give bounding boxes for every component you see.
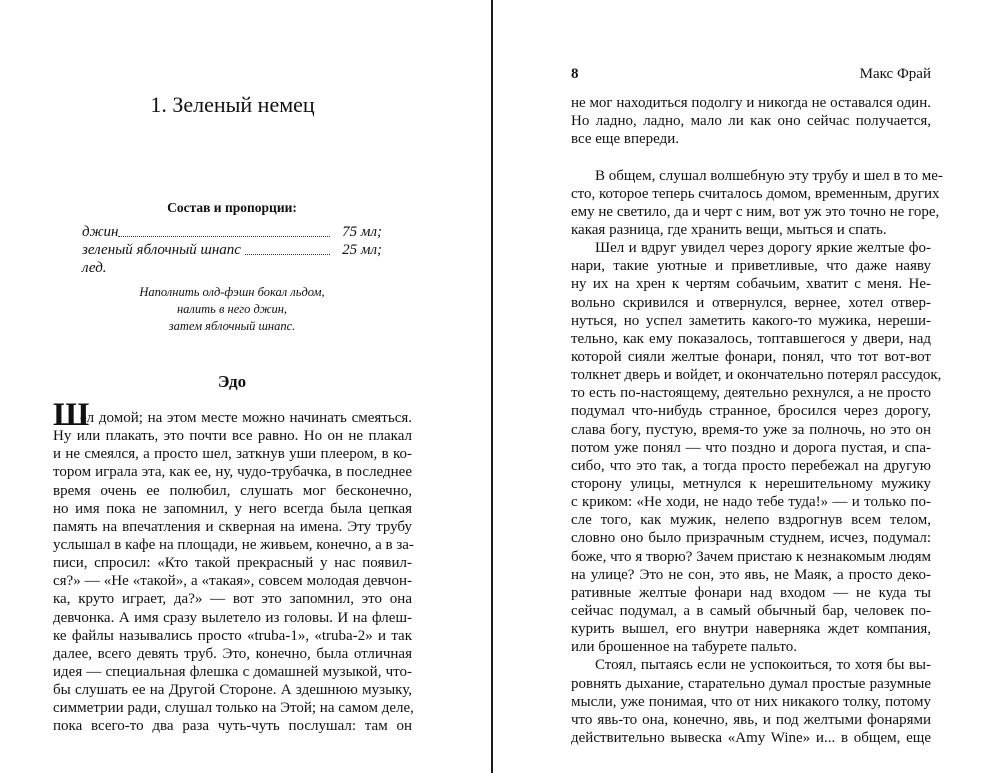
text-line: Стоял, пытаясь если не успокоиться, то хотя бы вы- <box>595 657 931 674</box>
text-line: ровнять дыхание, старательно думал простые разумные <box>571 675 931 692</box>
text-line: пока всего-то два раза чуть-чуть послушал: там он <box>53 718 412 735</box>
running-head-author: Макс Фрай <box>859 66 931 82</box>
text-line: ке файлы назывались просто «truba-1», «truba-2» и так <box>53 627 412 644</box>
recipe-instructions <box>82 284 382 335</box>
text-line: память на впечатления и скверная на имена. Эту трубу <box>53 518 412 535</box>
text-line: ся?» — «Не «такой», а «такая», совсем молодая девчон- <box>53 573 412 590</box>
paragraph-gap <box>571 148 931 166</box>
text-line: ел домой; на этом месте можно начинать смеяться. <box>80 410 412 426</box>
text-line: идея — специальная флешка с домашней музыкой, что- <box>53 663 412 680</box>
text-line: и не смеялся, а просто шел, заткнув уши плеером, в ко- <box>53 446 412 463</box>
ingredient-name: джин <box>82 224 119 240</box>
text-line: курить вышел, его внутри наверняка ждет компания, <box>571 621 931 638</box>
text-line: нуться, но успел заметить какого-то мужика, нереши- <box>571 312 931 329</box>
text-line: В общем, слушал волшебную эту трубу и шел в то ме- <box>595 167 943 184</box>
ingredient-amount: 75 мл; <box>342 224 382 240</box>
section-title: Эдо <box>217 372 247 391</box>
book-spine-divider <box>491 0 493 773</box>
ingredient-name: лед. <box>82 260 107 276</box>
ingredient-amount: 25 мл; <box>342 242 382 258</box>
text-line: время очень ее полюбил, слушать мог бесконечно, <box>53 482 412 499</box>
dot-leader <box>118 236 330 237</box>
instruction-line: Наполнить олд-фэшн бокал льдом, <box>139 285 325 299</box>
text-line: подумал что-нибудь странное, бросился через дорогу, <box>571 403 931 420</box>
text-line: толкнет дверь и войдет, и окончательно потерял рассудок, <box>571 367 942 384</box>
text-line: ративные желтые фонари над входом — не куда ты <box>571 584 931 601</box>
recipe-ingredient <box>82 224 382 242</box>
instruction-line: затем яблочный шнапс. <box>168 319 296 333</box>
text-line: слава богу, пустую, время-то уже за полночь, но это он <box>571 421 931 438</box>
text-line: мысли, уже понимая, что от них никакого толку, потому <box>571 693 931 710</box>
text-line: тельно, как ему показалось, топтавшегося у двери, над <box>571 330 931 347</box>
text-line: сторону улицы, метнулся к нерешительному мужику <box>571 475 931 492</box>
recipe-heading: Состав и пропорции: <box>167 200 297 215</box>
text-line: нари, такие уютные и приветливые, что даже наяву <box>571 258 931 275</box>
drop-cap: Ш <box>53 397 90 433</box>
dot-leader <box>245 254 330 255</box>
text-line: на улице? Это не сон, это явь, не Маяк, а просто деко- <box>571 566 931 583</box>
text-line: боже, что я творю? Зачем пристаю к незнакомым людям <box>571 548 931 565</box>
text-line: симметрии ради, слушал только на Этой; на самом деле, <box>53 700 414 717</box>
text-line: но имя пока не запомнил, у него всегда была цепкая <box>53 500 412 517</box>
text-line: то есть по-настоящему, деятельно рехнулся, а не просто <box>571 385 931 402</box>
text-line: далее, всего девять труб. Это, конечно, была отличная <box>53 645 412 662</box>
text-line: действительно вывеска «Amy Wine» и... в общем, еще <box>571 729 931 746</box>
text-line: тором играла эта, как ее, ну, чудо-трубачка, в последнее <box>53 464 412 481</box>
text-line: писи, спросил: «Кто такой прекрасный у нас появил- <box>53 555 412 572</box>
text-line: бы слушать ее на Другой Стороне. А здешнюю музыку, <box>53 682 412 699</box>
text-line: что явь-то она, конечно, явь, и под желтыми фонарями <box>571 711 931 728</box>
text-line: девчонка. А имя сразу вылетело из головы. И на флеш- <box>53 609 412 626</box>
text-line: словно оно было призрачным студнем, исчез, подумал: <box>571 530 931 547</box>
text-line: сто, которое теперь считалось домом, временным, других <box>571 185 940 202</box>
text-line: не мог находиться подолгу и никогда не оставался один. <box>571 95 931 111</box>
text-line: Шел и вдруг увидел через дорогу яркие желтые фо- <box>595 240 931 257</box>
text-line: ну их на хрен к чертям собачьим, хватит с меня. Не- <box>571 276 931 293</box>
text-line: или брошенное на табурете пальто. <box>571 639 797 656</box>
text-line: сейчас подумал, а в самый обычный бар, человек по- <box>571 602 931 619</box>
text-line: Ну или плакать, это почти все равно. Но он не плакал <box>53 428 412 445</box>
ingredient-name: зеленый яблочный шнапс <box>82 242 241 258</box>
recipe-ingredient <box>82 260 382 278</box>
text-line: которой сияли желтые фонари, понял, что тот вот-вот <box>571 348 931 365</box>
recipe-ingredient <box>82 242 382 260</box>
text-line: вольно скривился и отвернулся, вернее, хотел отвер- <box>571 294 931 311</box>
text-line: какая разница, где хранить вещи, мыться и спать. <box>571 221 887 238</box>
text-line: потом уже понял — что поздно и дорога пустая, и спа- <box>571 439 931 456</box>
left-body-text <box>53 409 412 736</box>
right-body-text <box>571 94 943 747</box>
text-line: сибо, что это так, а тогда просто перебежал на другую <box>571 457 931 474</box>
instruction-line: налить в него джин, <box>176 302 288 316</box>
page-number: 8 <box>571 66 579 82</box>
text-line: Но ладно, ладно, мало ли как оно сейчас получается, <box>571 113 931 130</box>
text-line: услышал в кафе на площади, не живьем, конечно, а в за- <box>53 536 414 553</box>
chapter-title: 1. Зеленый немец <box>150 92 315 117</box>
text-line: с криком: «Не ходи, не надо тебе туда!» — и только по- <box>571 494 931 511</box>
text-line: все еще впереди. <box>571 131 679 148</box>
text-line: сле того, как мужик, нелепо вздрогнув всем телом, <box>571 512 931 529</box>
text-line: ему не светило, да и черт с ним, вот уж это точно не горе, <box>571 203 940 220</box>
text-line: ка, круто играет, да?» — вот это запомнил, это она <box>53 591 412 608</box>
